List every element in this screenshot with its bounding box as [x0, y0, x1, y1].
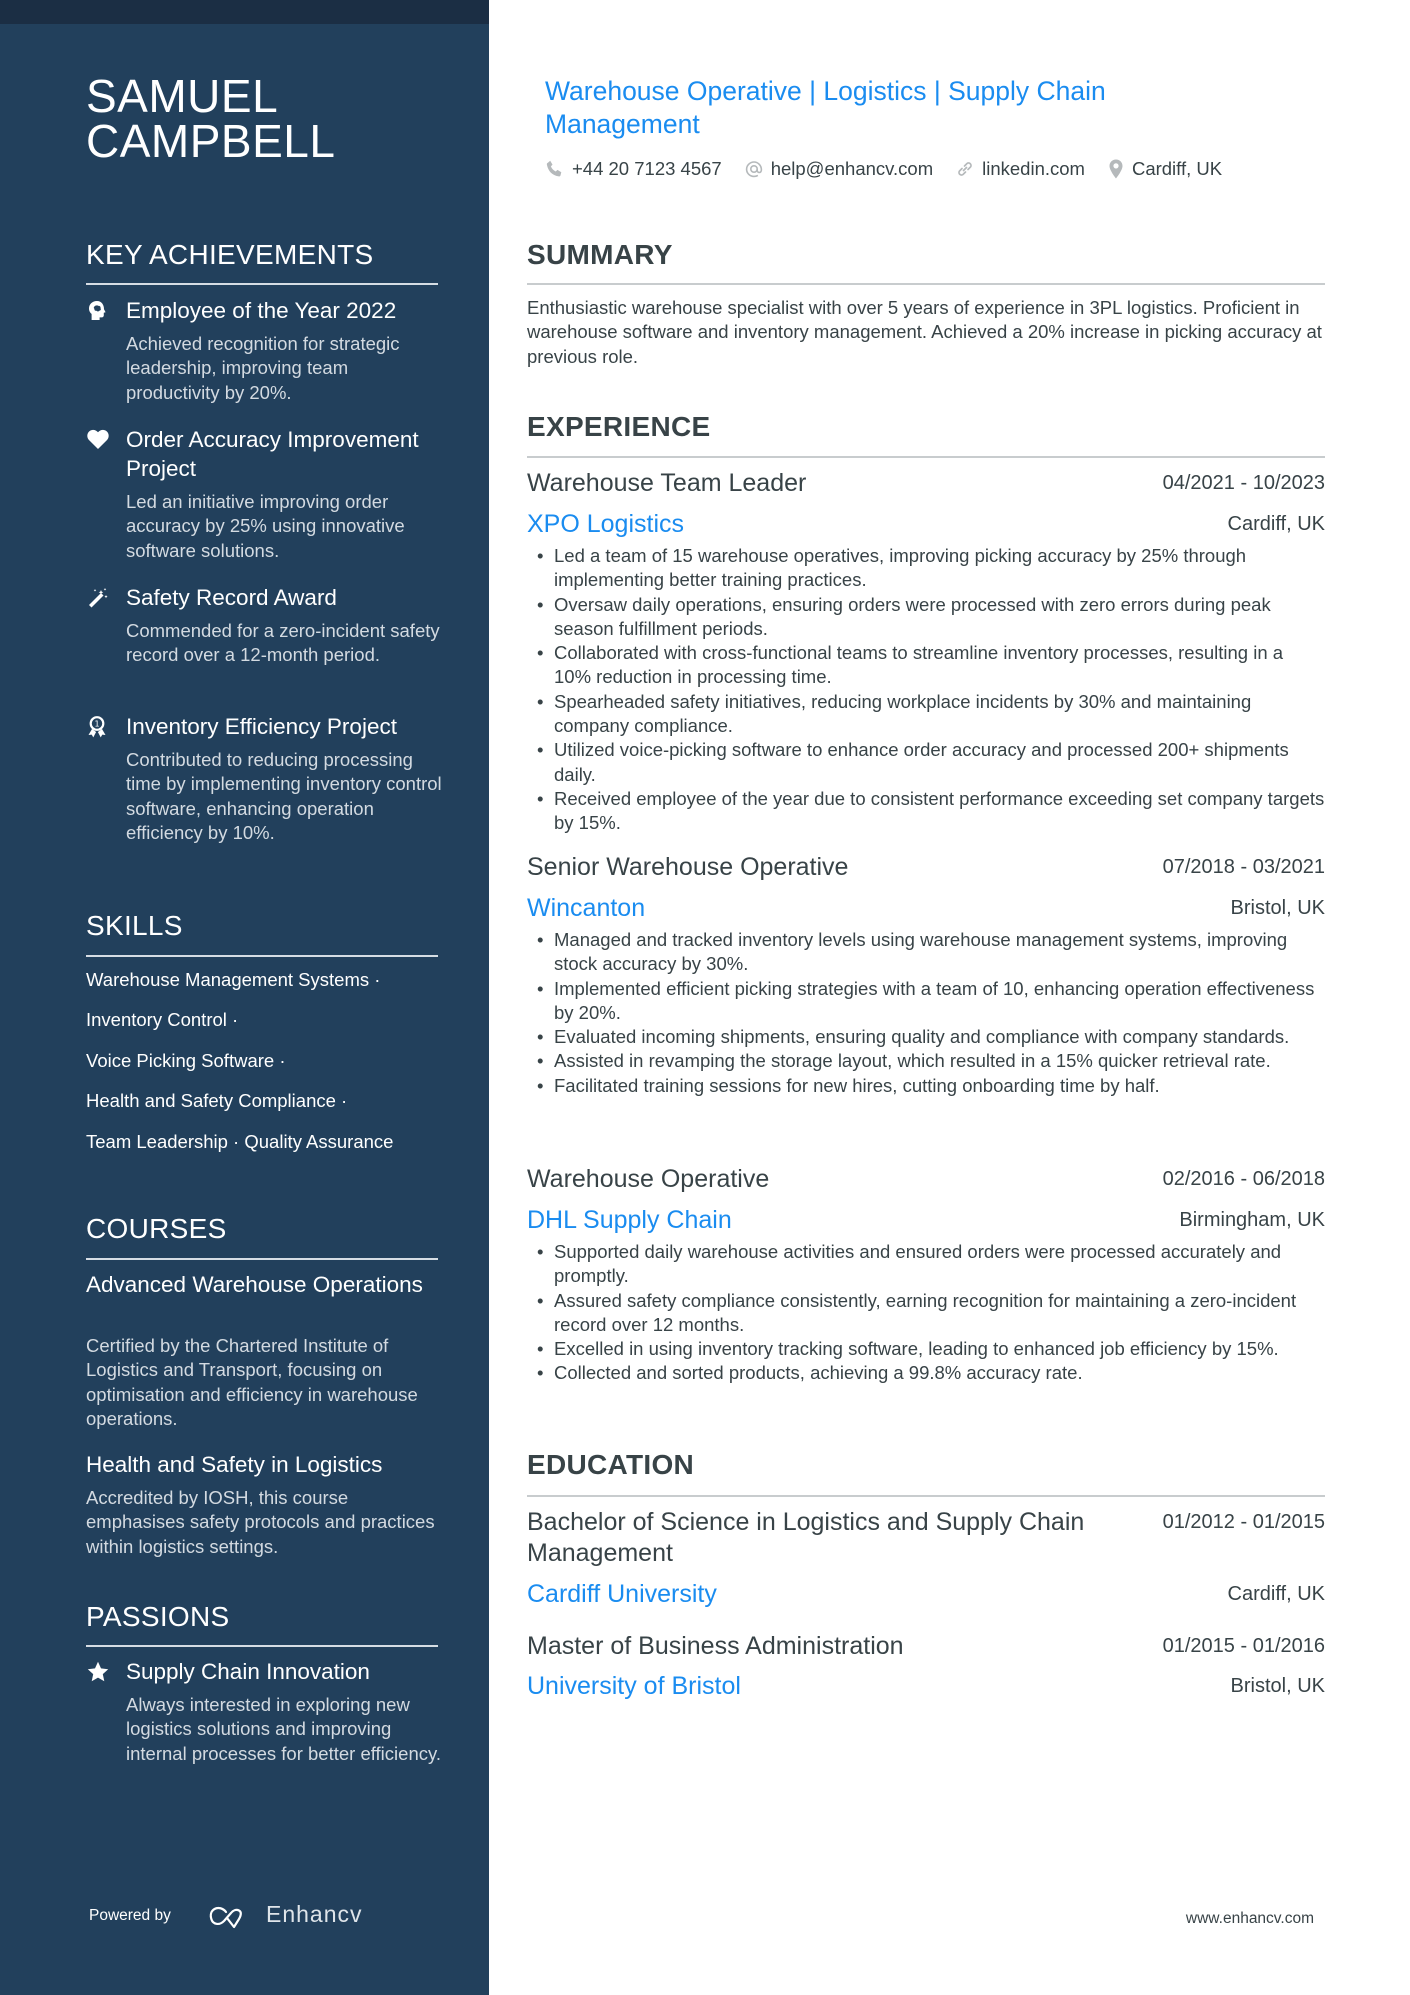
- section-title-passions: PASSIONS: [86, 1601, 230, 1632]
- achievement-description: Led an initiative improving order accuracy by 25% using innovative software solutions.: [126, 491, 405, 561]
- magic-wand-icon: [86, 586, 110, 610]
- job-title: Senior Warehouse Operative: [527, 853, 849, 881]
- section-divider: [527, 283, 1325, 285]
- education-dates: 01/2015 - 01/2016: [1162, 1635, 1325, 1657]
- course-title: Health and Safety in Logistics: [86, 1452, 383, 1477]
- section-title-experience: EXPERIENCE: [527, 411, 711, 442]
- education-dates: 01/2012 - 01/2015: [1162, 1511, 1325, 1533]
- section-divider: [86, 283, 438, 285]
- education-location: Cardiff, UK: [1227, 1583, 1325, 1605]
- section-title-courses: COURSES: [86, 1213, 227, 1244]
- section-divider: [86, 1645, 438, 1647]
- name-line-1: SAMUEL: [86, 70, 279, 122]
- course-description: Accredited by IOSH, this course emphasises safety protocols and practices within logistics settings.: [86, 1487, 435, 1557]
- contact-linkedin[interactable]: [955, 158, 1085, 180]
- job-bullets: [527, 928, 1325, 1098]
- job-bullet: • Excelled in using inventory tracking software, leading to enhanced job efficiency by 15%.: [527, 1337, 1325, 1361]
- achievement-description: Contributed to reducing processing time by implementing inventory control software, enhancing operation efficiency by 10%.: [126, 749, 442, 843]
- heart-icon: [86, 428, 110, 452]
- job-dates: 04/2021 - 10/2023: [1162, 472, 1325, 494]
- location-pin-icon: [1107, 158, 1125, 180]
- summary-text: Enthusiastic warehouse specialist with over 5 years of experience in 3PL logistics. Proficient in warehouse software and inventory management. Achieved a 20% increase in picking accuracy at previous role.: [527, 297, 1322, 367]
- skill-line: Inventory Control ·: [86, 1009, 239, 1030]
- section-divider: [86, 955, 438, 957]
- skill-line: Warehouse Management Systems ·: [86, 969, 381, 990]
- candidate-name: [86, 70, 336, 167]
- section-divider: [527, 456, 1325, 458]
- section-divider: [86, 1258, 438, 1260]
- job-bullet: • Collected and sorted products, achieving a 99.8% accuracy rate.: [527, 1361, 1325, 1385]
- job-dates: 02/2016 - 06/2018: [1162, 1168, 1325, 1190]
- achievement-title: Inventory Efficiency Project: [126, 714, 397, 739]
- achievement-description: Commended for a zero-incident safety record over a 12-month period.: [126, 620, 440, 666]
- passion-description: Always interested in exploring new logistics solutions and improving internal processes for better efficiency.: [126, 1694, 441, 1764]
- phone-number: +44 20 7123 4567: [572, 158, 722, 179]
- achievement-title: Employee of the Year 2022: [126, 298, 397, 323]
- enhancv-logo-icon: [208, 1904, 256, 1930]
- job-dates: 07/2018 - 03/2021: [1162, 856, 1325, 878]
- skill-line: Health and Safety Compliance ·: [86, 1090, 348, 1111]
- achievement-title: Order Accuracy Improvement Project: [126, 427, 419, 481]
- headline-title: Warehouse Operative | Logistics | Supply Chain Management: [545, 76, 1106, 139]
- job-bullet: • Collaborated with cross-functional teams to streamline inventory processes, resulting in a 10% reduction in processing time.: [527, 641, 1325, 690]
- job-bullets: [527, 1240, 1325, 1386]
- name-line-2: CAMPBELL: [86, 115, 336, 167]
- svg-text:1: 1: [94, 719, 100, 729]
- star-icon: [86, 1660, 110, 1684]
- job-location: Cardiff, UK: [1227, 513, 1325, 535]
- job-bullet: • Led a team of 15 warehouse operatives, improving picking accuracy by 25% through implementing better training practices.: [527, 544, 1325, 593]
- job-bullet: • Supported daily warehouse activities and ensured orders were processed accurately and promptly.: [527, 1240, 1325, 1289]
- achievement-title: Safety Record Award: [126, 585, 337, 610]
- enhancv-brand-name: Enhancv: [266, 1901, 363, 1927]
- skill-line: Voice Picking Software ·: [86, 1050, 286, 1071]
- website-link[interactable]: www.enhancv.com: [1185, 1910, 1314, 1927]
- section-title-skills: SKILLS: [86, 910, 183, 941]
- course-description: Certified by the Chartered Institute of Logistics and Transport, focusing on optimisation and efficiency in warehouse operations.: [86, 1335, 418, 1429]
- job-bullet: • Facilitated training sessions for new hires, cutting onboarding time by half.: [527, 1074, 1325, 1098]
- job-bullet: • Assured safety compliance consistently, earning recognition for maintaining a zero-incident record over 12 months.: [527, 1289, 1325, 1338]
- job-title: Warehouse Team Leader: [527, 469, 807, 497]
- section-title-summary: SUMMARY: [527, 239, 673, 270]
- contact-row: [545, 158, 1244, 180]
- section-title-education: EDUCATION: [527, 1449, 695, 1480]
- skill-line: Team Leadership · Quality Assurance: [86, 1131, 394, 1152]
- job-location: Birmingham, UK: [1179, 1209, 1325, 1231]
- job-company[interactable]: DHL Supply Chain: [527, 1206, 732, 1234]
- job-bullets: [527, 544, 1325, 836]
- powered-by-label: Powered by: [89, 1907, 171, 1924]
- job-title: Warehouse Operative: [527, 1165, 770, 1193]
- job-bullet: • Assisted in revamping the storage layout, which resulted in a 15% quicker retrieval rate.: [527, 1049, 1325, 1073]
- education-school[interactable]: University of Bristol: [527, 1672, 741, 1700]
- sidebar-top-band: [0, 0, 489, 24]
- job-location: Bristol, UK: [1230, 897, 1325, 919]
- job-bullet: • Oversaw daily operations, ensuring orders were processed with zero errors during peak season fulfillment periods.: [527, 593, 1325, 642]
- job-bullet: • Received employee of the year due to consistent performance exceeding set company targets by 15%.: [527, 787, 1325, 836]
- award-medal-icon: [86, 715, 110, 739]
- job-bullet: • Utilized voice-picking software to enhance order accuracy and processed 200+ shipments daily.: [527, 738, 1325, 787]
- job-bullet: • Spearheaded safety initiatives, reducing workplace incidents by 30% and maintaining company compliance.: [527, 690, 1325, 739]
- job-bullet: • Implemented efficient picking strategies with a team of 10, enhancing operation effectiveness by 20%.: [527, 977, 1325, 1026]
- location-text: Cardiff, UK: [1131, 158, 1223, 179]
- link-icon: [955, 159, 975, 179]
- section-divider: [527, 1495, 1325, 1497]
- brain-head-icon: [86, 299, 110, 323]
- contact-email[interactable]: [744, 158, 933, 180]
- job-company[interactable]: XPO Logistics: [527, 510, 685, 538]
- linkedin-link: linkedin.com: [982, 158, 1085, 179]
- at-sign-icon: [744, 159, 764, 179]
- job-bullet: • Managed and tracked inventory levels using warehouse management systems, improving stock accuracy by 30%.: [527, 928, 1325, 977]
- job-company[interactable]: Wincanton: [527, 894, 646, 922]
- education-school[interactable]: Cardiff University: [527, 1580, 717, 1608]
- contact-phone[interactable]: [545, 158, 722, 180]
- education-degree: Master of Business Administration: [527, 1632, 904, 1660]
- phone-icon: [545, 159, 565, 179]
- job-bullet: • Evaluated incoming shipments, ensuring quality and compliance with company standards.: [527, 1025, 1325, 1049]
- passion-title: Supply Chain Innovation: [126, 1659, 370, 1684]
- email-address: help@enhancv.com: [770, 158, 934, 179]
- contact-location: [1107, 158, 1222, 180]
- education-location: Bristol, UK: [1230, 1675, 1325, 1697]
- education-degree: Bachelor of Science in Logistics and Supply Chain Management: [527, 1508, 1085, 1567]
- course-title: Advanced Warehouse Operations: [86, 1272, 423, 1297]
- achievement-description: Achieved recognition for strategic leadership, improving team productivity by 20%.: [126, 333, 400, 403]
- sidebar: [0, 0, 489, 1995]
- section-title-key-achievements: KEY ACHIEVEMENTS: [86, 239, 374, 270]
